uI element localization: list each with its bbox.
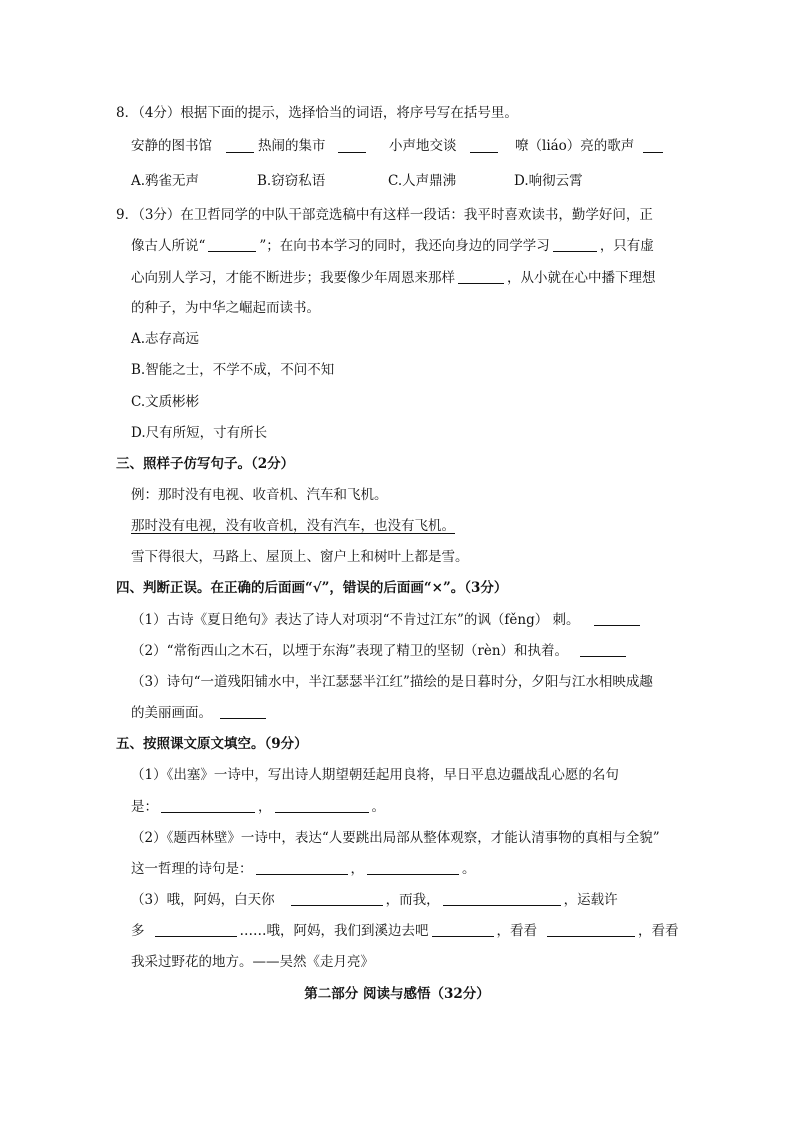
s5-item-3-line-1: [131, 890, 618, 910]
s5-item-3-line-2: [131, 921, 679, 941]
s4-item-1-text: （1）古诗《夏日绝句》表达了诗人对项羽“不肯过江东”的讽（fěng） 刺。: [131, 612, 580, 628]
q9-line-1: 9．（3分）在卫哲同学的中队干部竞选稿中有这样一段话：我平时喜欢读书，勤学好问，正: [116, 207, 653, 223]
section-4-heading: 四、判断正误。在正确的后面画“√”，错误的后面画“×”。（3分）: [116, 580, 508, 596]
s5-blank-5[interactable]: [291, 891, 383, 906]
s4-item-2: [131, 641, 629, 661]
s5-comma-2: ，: [350, 861, 364, 877]
s5-item-3-line-3: 我采过野花的地方。——吴然《走月亮》: [131, 954, 374, 970]
q9-option-d: D.尺有所短，寸有所长: [131, 425, 268, 441]
q8-blank-3[interactable]: [470, 138, 498, 153]
q8-prompt-2: 热闹的集市: [258, 138, 326, 154]
s4-blank-3[interactable]: [220, 704, 266, 719]
s4-item-3b-text: 的美丽画面。: [131, 705, 212, 721]
s5-blank-9[interactable]: [547, 922, 635, 937]
q9-blank-3[interactable]: [458, 269, 504, 284]
s5-item-3-part-d: 多: [131, 923, 145, 939]
s5-item-3-part-b: ，而我，: [385, 892, 440, 908]
q9-option-a: A.志存高远: [131, 331, 200, 347]
q8-option-b: B.窃窃私语: [257, 173, 326, 189]
q9-line-2: [131, 236, 654, 256]
s5-item-3-part-g: ，看看: [638, 923, 679, 939]
s5-period-2: 。: [462, 861, 476, 877]
q9-line-4: 的种子，为中华之崛起而读书。: [131, 300, 320, 316]
s5-item-1b-prefix: 是：: [131, 799, 158, 815]
s5-blank-7[interactable]: [155, 922, 237, 937]
s4-blank-1[interactable]: [594, 611, 640, 626]
q9-line-2a: 像古人所说“: [131, 238, 206, 254]
s5-blank-3[interactable]: [256, 860, 348, 875]
s5-item-3-part-e: ……哦，阿妈，我们到溪边去吧: [239, 923, 429, 939]
q8-option-a: A.鸦雀无声: [131, 173, 200, 189]
q8-prompt-3: 小声地交谈: [389, 138, 457, 154]
s5-item-1b: [131, 797, 385, 817]
q9-blank-1[interactable]: [208, 237, 256, 252]
q9-option-c: C.文质彬彬: [131, 394, 200, 410]
q9-line-3a: 心向别人学习，才能不断进步；我要像少年周恩来那样: [131, 270, 455, 286]
s5-item-2b-prefix: 这一哲理的诗句是：: [131, 861, 253, 877]
s4-item-3b: [131, 703, 269, 723]
s5-item-3-part-c: ，运载许: [563, 892, 618, 908]
s5-item-3-part-a: （3）哦，阿妈，白天你: [131, 892, 275, 908]
s3-example: 例：那时没有电视、收音机、汽车和飞机。: [131, 487, 388, 503]
q8-stem: 8．（4分）根据下面的提示，选择恰当的词语，将序号写在括号里。: [116, 105, 518, 121]
s4-item-1: [131, 610, 643, 630]
s4-blank-2[interactable]: [580, 642, 626, 657]
s5-item-3-part-f: ，看看: [496, 923, 537, 939]
s5-blank-1[interactable]: [161, 798, 255, 813]
s5-period-1: 。: [371, 799, 385, 815]
q8-prompt-4: 嘹（liáo）亮的歌声: [515, 138, 635, 154]
q8-blank-2[interactable]: [338, 138, 366, 153]
s4-item-3a: （3）诗句“一道残阳铺水中，半江瑟瑟半江红”描绘的是日暮时分，夕阳与江水相映成趣: [131, 674, 653, 690]
section-3-heading: 三、照样子仿写句子。（2分）: [116, 456, 295, 472]
q9-blank-2[interactable]: [553, 237, 597, 252]
q9-line-3: [131, 268, 656, 288]
q8-option-d: D.响彻云霄: [514, 173, 583, 189]
q8-option-c: C.人声鼎沸: [388, 173, 457, 189]
s5-item-2b: [131, 859, 476, 879]
q9-line-2b: ”；在向书本学习的同时，我还向身边的同学学习: [259, 238, 550, 254]
section-5-heading: 五、按照课文原文填空。（9分）: [116, 736, 308, 752]
s5-item-1a: （1）《出塞》一诗中，写出诗人期望朝廷起用良将，早日平息边疆战乱心愿的名句: [131, 767, 619, 783]
s5-blank-6[interactable]: [443, 891, 561, 906]
s5-blank-2[interactable]: [275, 798, 369, 813]
q9-option-b: B.智能之士，不学不成，不问不知: [131, 362, 335, 378]
part-2-heading: 第二部分 阅读与感悟（32分）: [304, 986, 490, 1002]
s5-item-2a: （2）《题西林壁》一诗中，表达“人要跳出局部从整体观察，才能认清事物的真相与全貌”: [131, 830, 660, 846]
s5-blank-4[interactable]: [367, 860, 459, 875]
q8-blank-1[interactable]: [226, 138, 254, 153]
s3-example-answer: 那时没有电视，没有收音机，没有汽车，也没有飞机。: [131, 518, 455, 534]
s5-blank-8[interactable]: [432, 922, 494, 937]
q9-line-3b: ，从小就在心中播下理想: [507, 270, 656, 286]
s4-item-2-text: （2）“常衔西山之木石，以堙于东海”表现了精卫的坚韧（rèn）和执着。: [131, 643, 569, 659]
s3-task: 雪下得很大，马路上、屋顶上、窗户上和树叶上都是雪。: [131, 549, 469, 565]
q8-prompt-1: 安静的图书馆: [131, 138, 212, 154]
q9-line-2c: ，只有虚: [599, 238, 654, 254]
s5-comma-1: ，: [258, 799, 272, 815]
q8-blank-4[interactable]: [643, 138, 663, 153]
